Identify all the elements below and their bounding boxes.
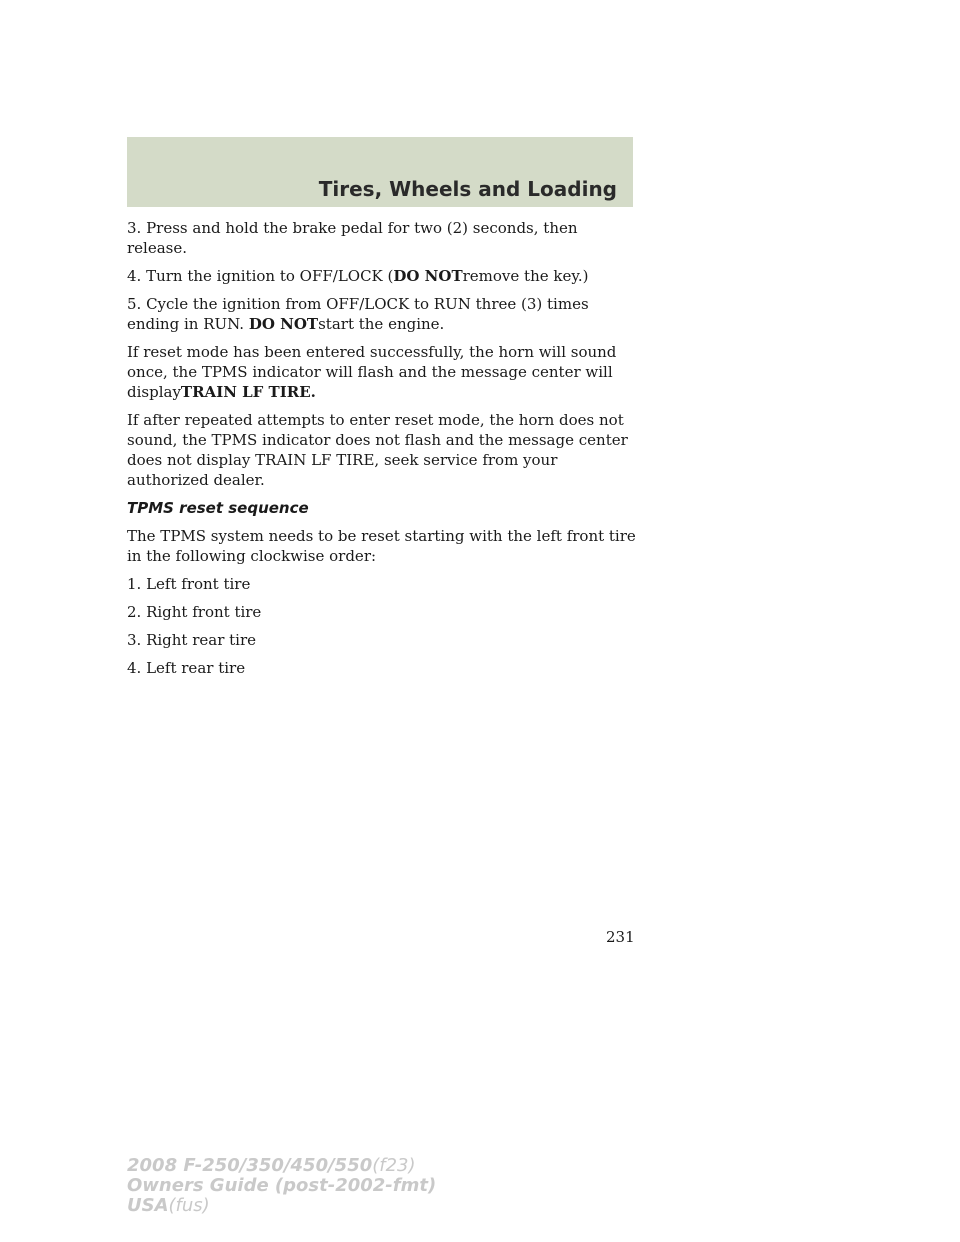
footer-line-2: Owners Guide (post-2002-fmt) <box>127 1175 437 1196</box>
step-3: 3. Press and hold the brake pedal for two (2) seconds, then release. <box>127 219 578 257</box>
footer-line-3 <box>127 1196 436 1216</box>
list-item: 3. Right rear tire <box>127 631 257 649</box>
footer-line-1 <box>127 1156 436 1176</box>
footer-market: USA <box>127 1195 169 1216</box>
sequence-intro: The TPMS system needs to be reset starting with the left front tire in the following clockwise order: <box>127 527 636 565</box>
reset-success-paragraph <box>127 342 637 402</box>
reset-success-text: If reset mode has been entered successfully, the horn will sound once, the TPMS indicator will flash and the message center will display <box>127 343 617 401</box>
subheading: TPMS reset sequence <box>127 499 309 517</box>
section-header-bar <box>127 137 633 207</box>
section-title: Tires, Wheels and Loading <box>318 177 617 201</box>
reset-fail-paragraph: If after repeated attempts to enter reset mode, the horn does not sound, the TPMS indicator does not flash and the message center does not display TRAIN LF TIRE, seek service from your authorized dealer. <box>127 411 628 489</box>
footer-market-code: (fus) <box>168 1195 210 1216</box>
step-5 <box>127 294 637 334</box>
step-5-warning: DO NOT <box>248 315 319 333</box>
page-number: 231 <box>606 928 635 946</box>
list-item: 4. Left rear tire <box>127 659 246 677</box>
list-item: 1. Left front tire <box>127 575 251 593</box>
footer-model-code: (f23) <box>372 1155 416 1176</box>
step-4-text-end: remove the key.) <box>462 267 589 285</box>
step-4-warning: DO NOT <box>393 267 463 285</box>
list-item: 2. Right front tire <box>127 603 262 621</box>
footer <box>127 1156 436 1216</box>
step-4-text: 4. Turn the ignition to OFF/LOCK ( <box>127 267 394 285</box>
step-5-text-end: start the engine. <box>318 315 445 333</box>
reset-success-display-text: TRAIN LF TIRE. <box>180 383 316 401</box>
footer-model: 2008 F-250/350/450/550 <box>127 1155 373 1176</box>
page-content <box>127 218 637 686</box>
step-4 <box>127 266 637 286</box>
step-5-text: 5. Cycle the ignition from OFF/LOCK to RUN three (3) times ending in RUN. <box>127 295 589 333</box>
